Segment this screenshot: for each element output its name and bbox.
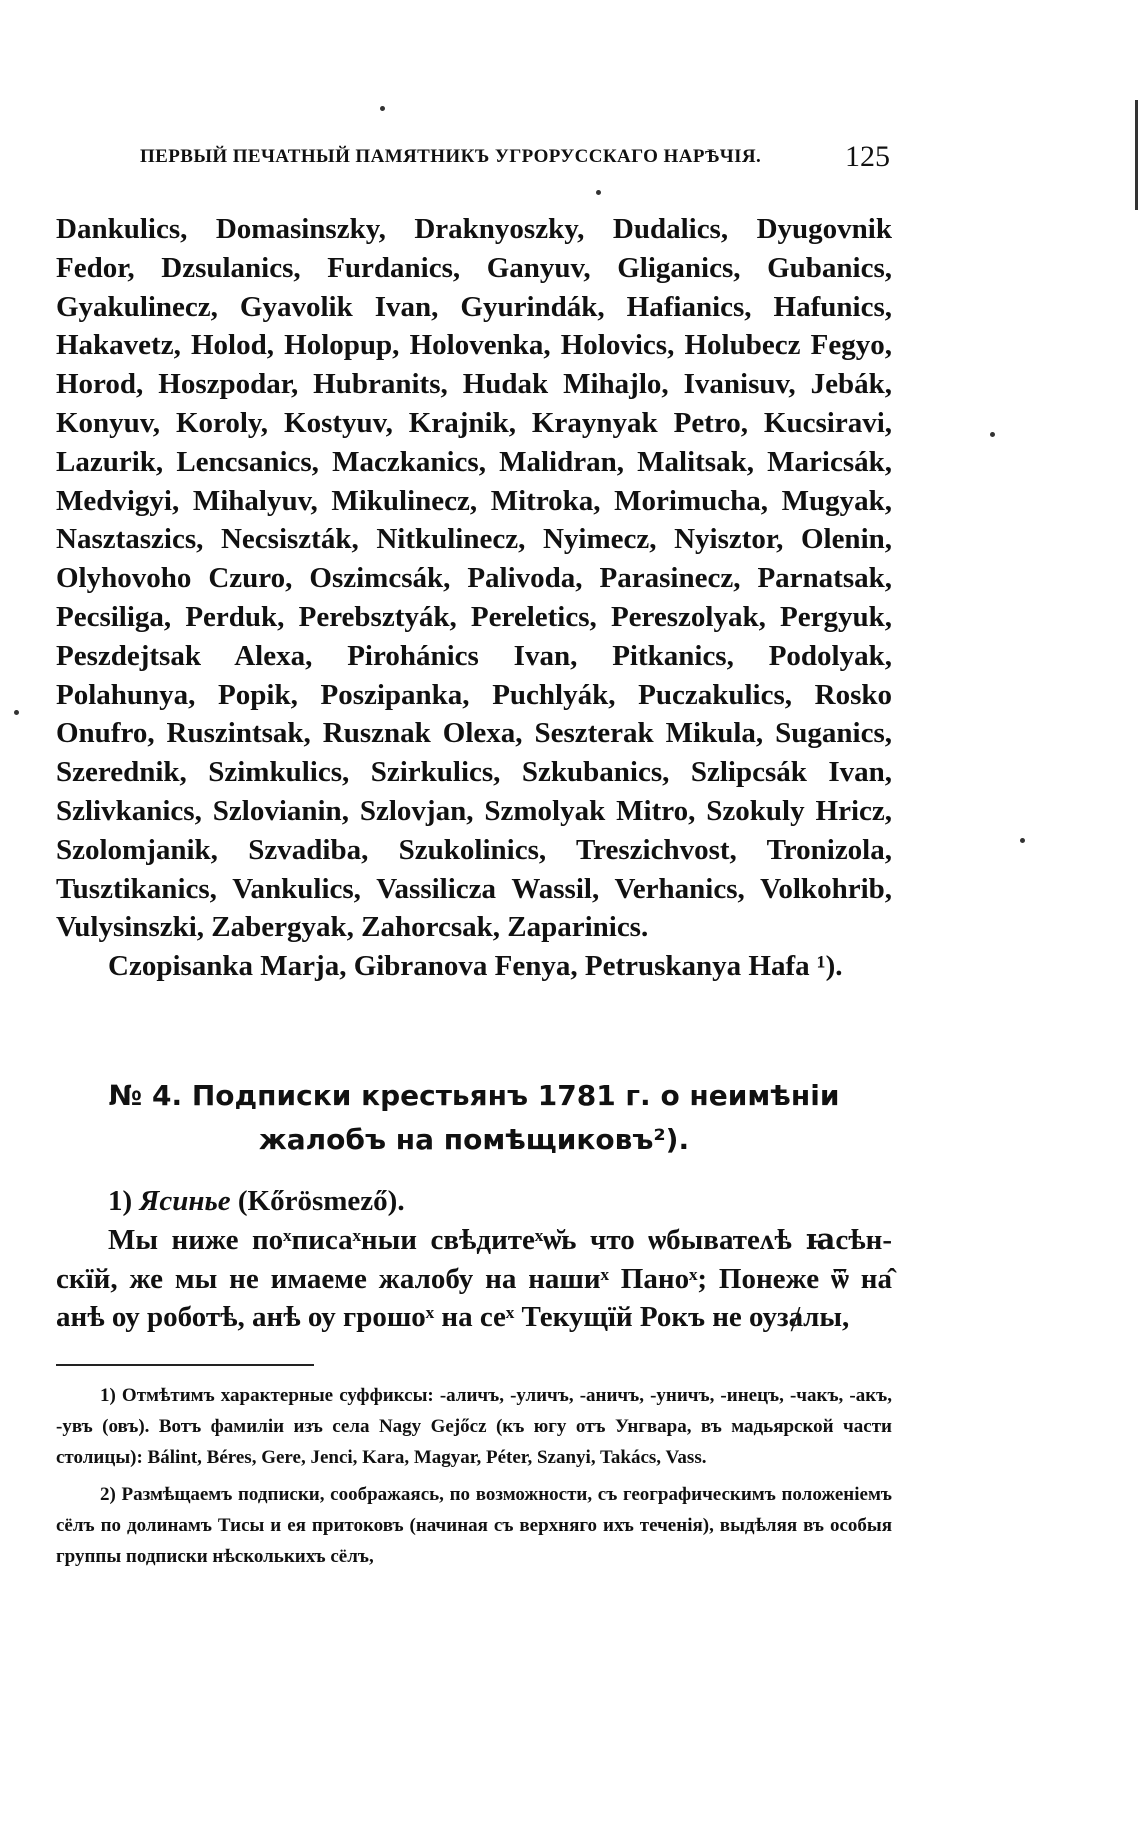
names-paragraph: Dankulics, Domasinszky, Draknyoszky, Dudalics, Dyugovnik Fedor, Dzsulanics, Furdanics, Ganyuv, Gliganics, Gubanics, Gyakulinecz, Gyavolik Ivan, Gyurindák, Hafianics, Hafunics, Hakavetz, Holod, Holopup, Holovenka, Holovics, Holubecz Fegyo, Horod, Hoszpodar, Hubranits, Hudak Mihajlo, Ivanisuv, Jebák, Konyuv, Koroly, Kostyuv, Krajnik, Kraynyak Petro, Kucsiravi, Lazurik, Lencsanics, Maczkanics, Malidran, Malitsak, Maricsák, Medvigyi, Mihalyuv, Mikulinecz, Mitroka, Morimucha, Mugyak, Nasztaszics, Necsiszták, Nitkulinecz, Nyimecz, Nyisztor, Olenin, Olyhovoho Czuro, Oszimcsák, Palivoda, Parasinecz, Parnatsak, Pecsiliga, Perduk, Perebsztyák, Pereletics, Pereszolyak, Pergyuk, Peszdejtsak Alexa, Pirohánics Ivan, Pitkanics, Podolyak, Polahunya, Popik, Poszipanka, Puchlyák, Puczakulics, Rosko Onufro, Ruszintsak, Rusznak Olexa, Seszterak Mikula, Suganics, Szerednik, Szimkulics, Szirkulics, Szkubanics, Szlipcsák Ivan, Szlivkanics, Szlovianin, Szlovjan, Szmolyak Mitro, Szokuly Hricz, Szolomjanik, Szvadiba, Szukolinics, Treszichvost, Tronizola, Tusztikanics, Vankulics, Vassilicza Wassil, Verhanics, Volkohrib, Vulysinszki, Zabergyak, Zahorcsak, Zaparinics. [56,213,892,944]
footnote-divider [56,1364,314,1366]
names-paragraph-2: Czopisanka Marja, Gibranova Fenya, Petruskanya Hafa ¹). [108,950,843,983]
page-number: 125 [845,140,890,173]
footnote-1: 1) Отмѣтимъ характерные суффиксы: -аличъ, -уличъ, -аничъ, -уничъ, -инецъ, -чакъ, -акъ, -увъ (овъ). Вотъ фамиліи изъ села Nagy Gejőcz (къ югу отъ Унгвара, въ мадьярской части столицы): Bálint, Béres, Gere, Jenci, Kara, Magyar, Péter, Szanyi, Takács, Vass. [56,1385,892,1468]
scan-edge-mark [1135,100,1138,210]
scan-speck [990,432,995,437]
scan-speck [1020,838,1025,843]
scan-speck [380,106,385,111]
footnote-2: 2) Размѣщаемъ подписки, соображаясь, по возможности, съ географическимъ положеніемъ сёлъ по долинамъ Тисы и ея притоковъ (начиная съ верхняго ихъ теченія), выдѣляя въ особыя группы подписки нѣсколькихъ сёлъ, [56,1484,892,1567]
location-number: 1) [108,1184,133,1217]
scan-speck [14,710,19,715]
location-hungarian: (Kőrösmező). [237,1184,405,1217]
running-title: ПЕРВЫЙ ПЕЧАТНЫЙ ПАМЯТНИКЪ УГРОРУССКАГО НАРѢЧІЯ. [140,146,762,167]
scan-speck [596,190,601,195]
location-name: Ясинье [139,1184,231,1217]
page-header [140,140,890,180]
location-line [56,1182,892,1221]
main-text [56,210,892,1337]
document-heading: № 4. Подписки крестьянъ 1781 г. о неимѣніи жалобъ на помѣщиковъ²). [108,1078,840,1156]
footnotes [56,1380,892,1578]
document-text: Мы ниже поˣписаˣныи свѣдитеˣѡ̆ь что ѡбыватеʌѣ ꙗсѣн-скїй, же мы не имаеме жалобу на нашиˣ Паноˣ; Понеже ѿ на̂ анѣ оу роботѣ, анѣ оу грошоˣ на сеˣ Текущїй Рокъ не оузⱥлы, [56,1223,892,1334]
